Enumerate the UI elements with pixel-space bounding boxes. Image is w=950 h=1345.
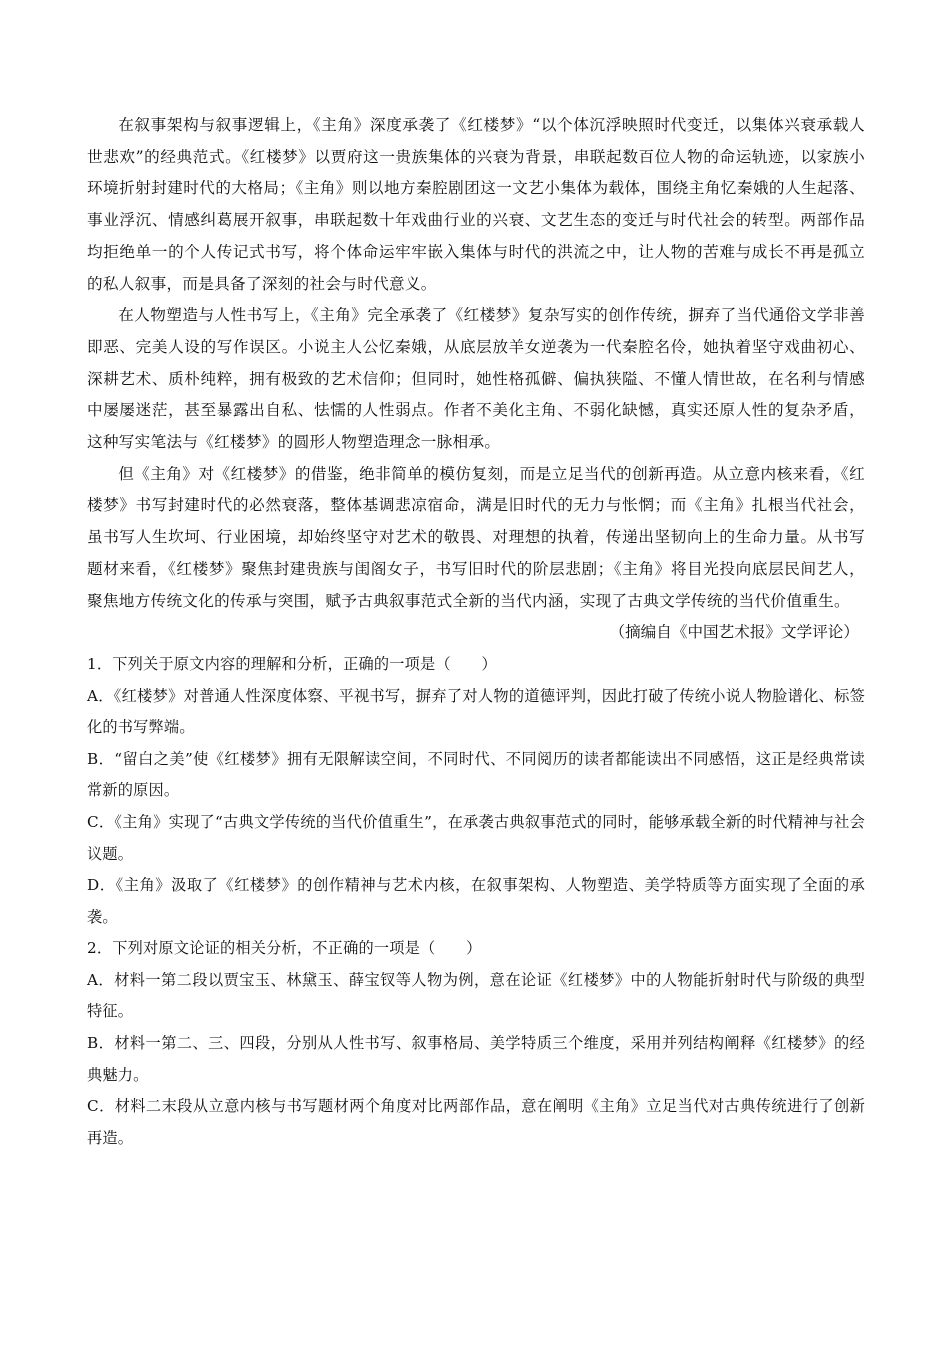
option-a: A．《红楼梦》对普通人性深度体察、平视书写，摒弃了对人物的道德评判，因此打破了传统小说人物脸谱化、标签化的书写弊端。 [87, 686, 865, 737]
option-c: C．《主角》实现了“古典文学传统的当代价值重生”，在承袭古典叙事范式的同时，能够承载全新的时代精神与社会议题。 [87, 812, 865, 863]
paragraph-narrative-structure: 在叙事架构与叙事逻辑上，《主角》深度承袭了《红楼梦》“以个体沉浮映照时代变迁，以集体兴衰承载人世悲欢”的经典范式。《红楼梦》以贾府这一贵族集体的兴衰为背景，串联起数百位人物的命运轨迹，以家族小环境折射封建时代的大格局；《主角》则以地方秦腔剧团这一文艺小集体为载体，围绕主角忆秦娥的人生起落、事业浮沉、情感纠葛展开叙事，串联起数十年戏曲行业的兴衰、文艺生态的变迁与时代社会的转型。两部作品均拒绝单一的个人传记式书写，将个体命运牢牢嵌入集体与时代的洪流之中，让人物的苦难与成长不再是孤立的私人叙事，而是具备了深刻的社会与时代意义。 [87, 116, 865, 293]
question-2 [87, 933, 865, 1154]
question-1 [87, 649, 865, 933]
option-a: A．材料一第二段以贾宝玉、林黛玉、薛宝钗等人物为例，意在论证《红楼梦》中的人物能折射时代与阶级的典型特征。 [87, 970, 865, 1021]
option-b: B．“留白之美”使《红楼梦》拥有无限解读空间，不同时代、不同阅历的读者都能读出不同感悟，这正是经典常读常新的原因。 [87, 749, 865, 800]
question-stem: 2．下列对原文论证的相关分析，不正确的一项是（ ） [87, 939, 482, 958]
option-c: C．材料二末段从立意内核与书写题材两个角度对比两部作品，意在阐明《主角》立足当代对古典传统进行了创新再造。 [87, 1097, 865, 1147]
question-stem: 1．下列关于原文内容的理解和分析，正确的一项是（ ） [87, 654, 497, 673]
paragraph-character-portrayal: 在人物塑造与人性书写上，《主角》完全承袭了《红楼梦》复杂写实的创作传统，摒弃了当代通俗文学非善即恶、完美人设的写作误区。小说主人公忆秦娥，从底层放羊女逆袭为一代秦腔名伶，她执着坚守戏曲初心、深耕艺术、质朴纯粹，拥有极致的艺术信仰；但同时，她性格孤僻、偏执狭隘、不懂人情世故，在名利与情感中屡屡迷茫，甚至暴露出自私、怯懦的人性弱点。作者不美化主角、不弱化缺憾，真实还原人性的复杂矛盾，这种写实笔法与《红楼梦》的圆形人物塑造理念一脉相承。 [87, 306, 865, 452]
paragraph-innovation: 但《主角》对《红楼梦》的借鉴，绝非简单的模仿复刻，而是立足当代的创新再造。从立意内核来看，《红楼梦》书写封建时代的必然衰落，整体基调悲凉宿命，满是旧时代的无力与怅惘；而《主角》扎根当代社会，虽书写人生坎坷、行业困境，却始终坚守对艺术的敬畏、对理想的执着，传递出坚韧向上的生命力量。从书写题材来看，《红楼梦》聚焦封建贵族与闺阁女子，书写旧时代的阶层悲剧；《主角》将目光投向底层民间艺人，聚焦地方传统文化的传承与突围，赋予古典叙事范式全新的当代内涵，实现了古典文学传统的当代价值重生。 [87, 464, 865, 610]
option-b: B．材料一第二、三、四段，分别从人性书写、叙事格局、美学特质三个维度，采用并列结构阐释《红楼梦》的经典魅力。 [87, 1034, 865, 1084]
source-citation: （摘编自《中国艺术报》文学评论） [609, 623, 859, 642]
option-d: D．《主角》汲取了《红楼梦》的创作精神与艺术内核，在叙事架构、人物塑造、美学特质等方面实现了全面的承袭。 [87, 876, 865, 926]
document-page [87, 110, 865, 1154]
